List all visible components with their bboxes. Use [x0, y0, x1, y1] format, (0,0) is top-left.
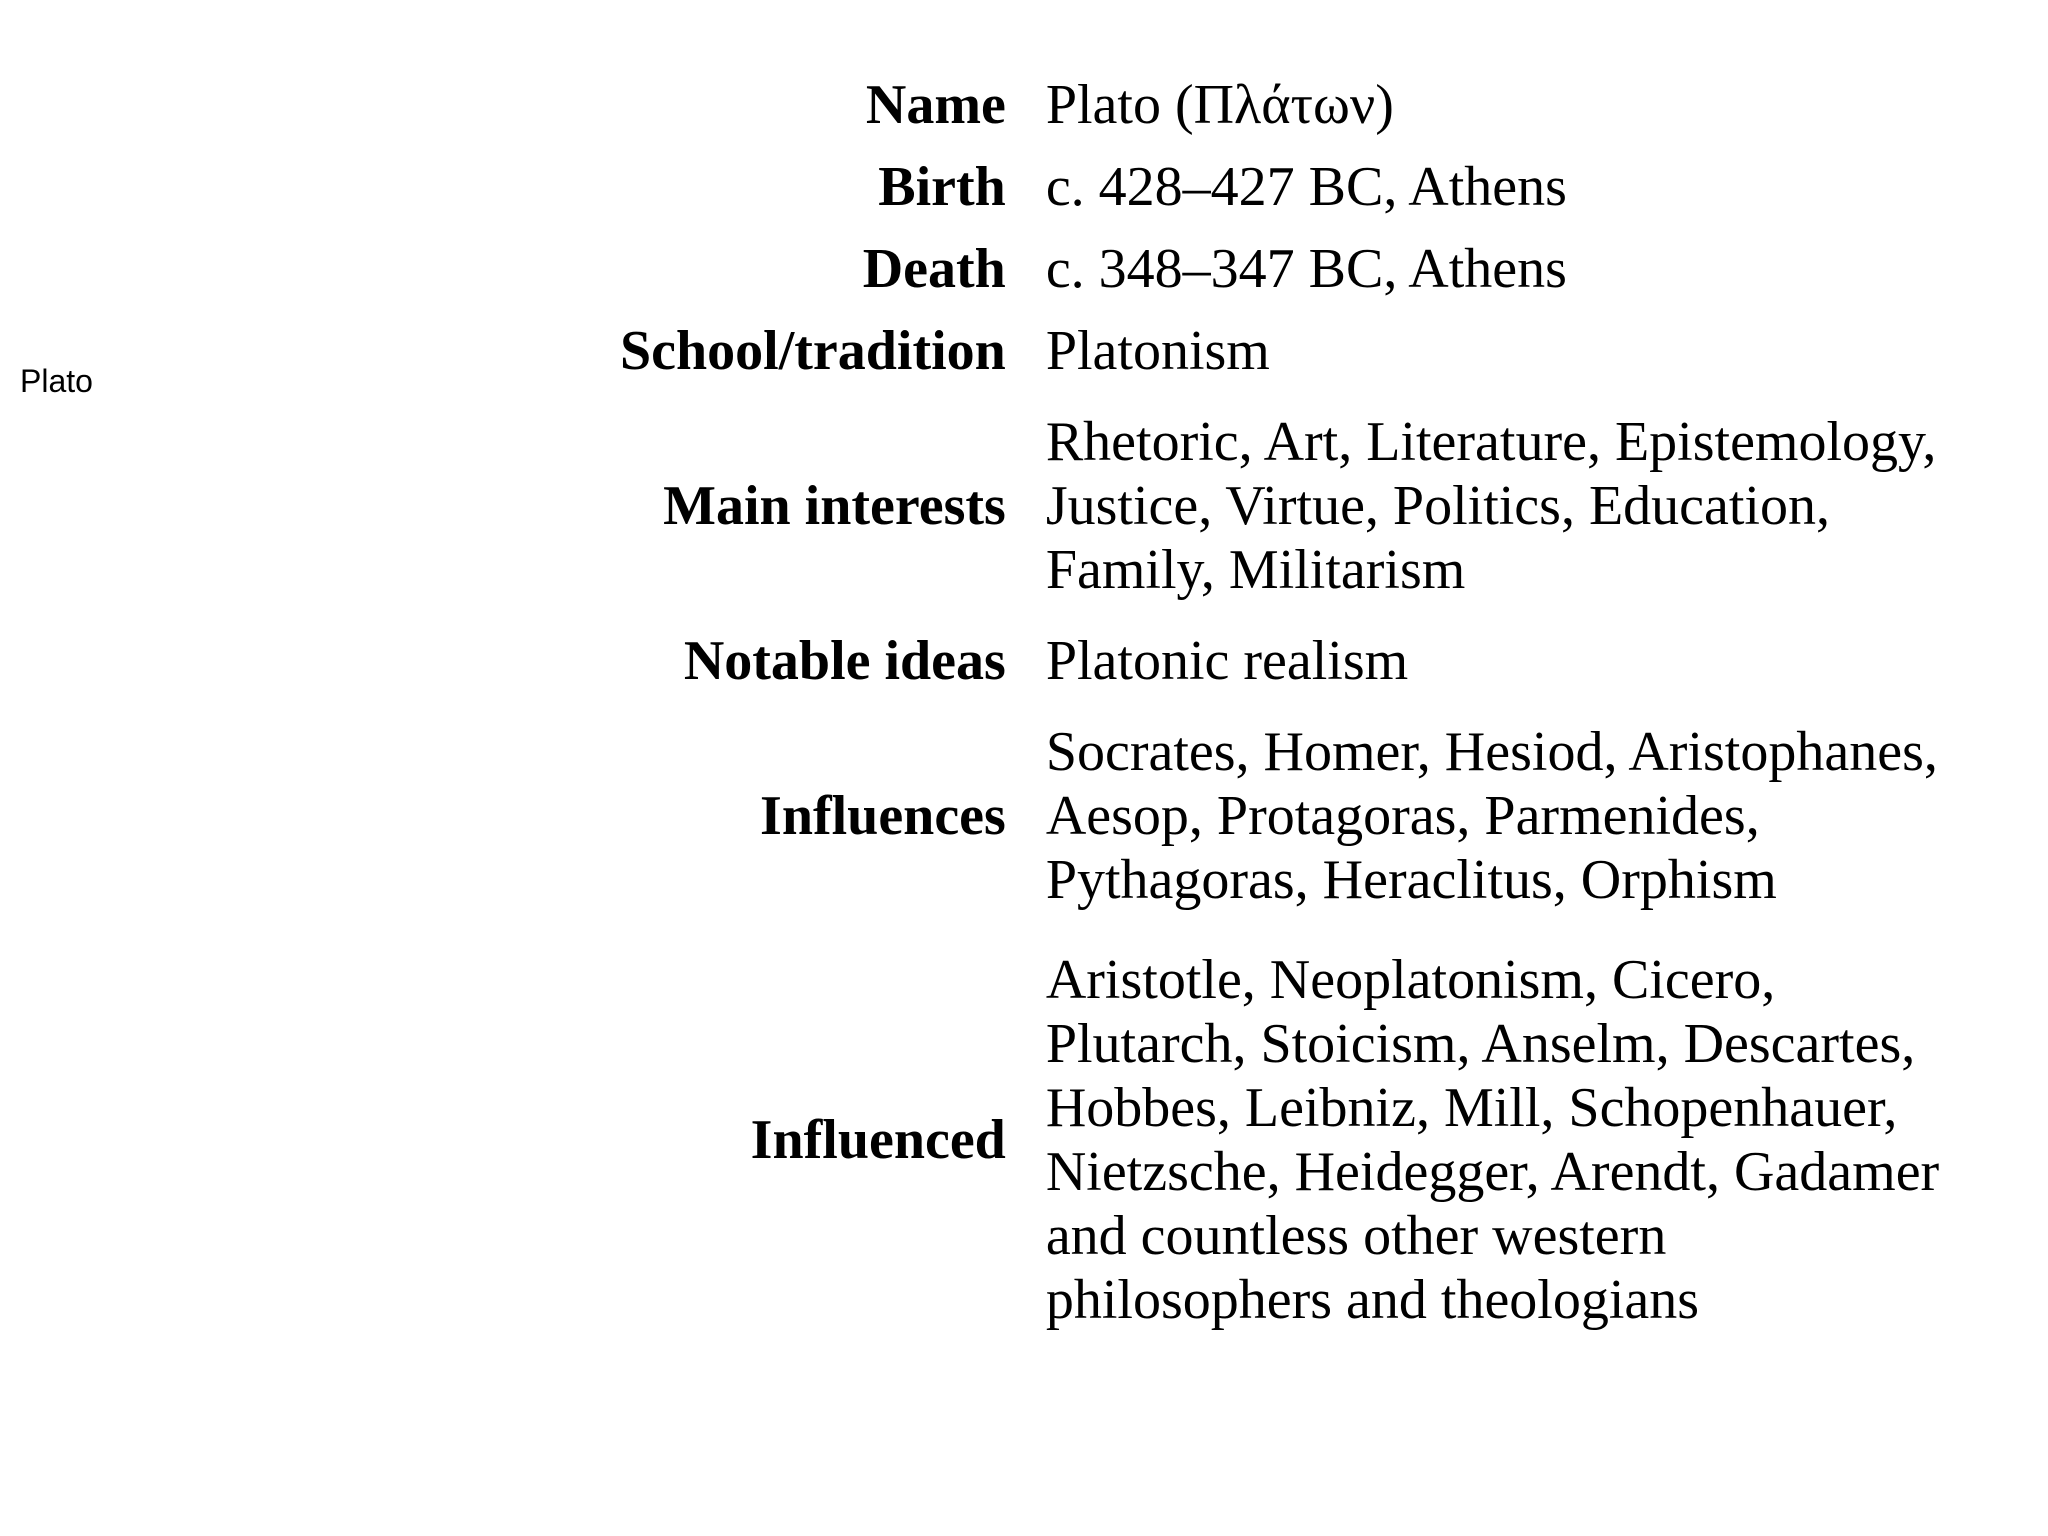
infobox-row-death [620, 228, 1946, 310]
row-label: Name [865, 74, 1006, 136]
infobox-row-name [620, 64, 1946, 146]
row-value: Platonism [1045, 320, 1270, 382]
row-value: Plato (Πλάτων) [1045, 74, 1394, 136]
infobox-table [620, 64, 1946, 1350]
row-label: Influences [760, 785, 1006, 847]
image-caption: Plato [20, 363, 93, 399]
row-value: Platonic realism [1045, 630, 1409, 692]
infobox-row-school [620, 310, 1946, 392]
infobox-row-influences [620, 702, 1946, 930]
row-label: School/tradition [620, 320, 1006, 382]
infobox-row-influenced [620, 930, 1946, 1350]
row-value: Rhetoric, Art, Literature, Epistemology, Justice, Virtue, Politics, Education, Family, Militarism [1045, 411, 1937, 601]
row-label: Notable ideas [683, 630, 1006, 692]
row-label: Death [862, 238, 1006, 300]
row-value: Socrates, Homer, Hesiod, Aristophanes, Aesop, Protagoras, Parmenides, Pythagoras, Heraclitus, Orphism [1045, 721, 1938, 911]
infobox-row-notable-ideas [620, 620, 1946, 702]
row-label: Main interests [663, 475, 1006, 537]
row-value: c. 348–347 BC, Athens [1045, 238, 1567, 300]
row-label: Birth [878, 156, 1006, 218]
row-label: Influenced [750, 1109, 1006, 1171]
row-value: c. 428–427 BC, Athens [1045, 156, 1567, 218]
infobox-row-main-interests [620, 392, 1946, 620]
infobox-row-birth [620, 146, 1946, 228]
row-value: Aristotle, Neoplatonism, Cicero, Plutarch, Stoicism, Anselm, Descartes, Hobbes, Leibniz, Mill, Schopenhauer, Nietzsche, Heidegger, Arendt, Gadamer and countless other western philosophers and theologians [1045, 949, 1940, 1331]
